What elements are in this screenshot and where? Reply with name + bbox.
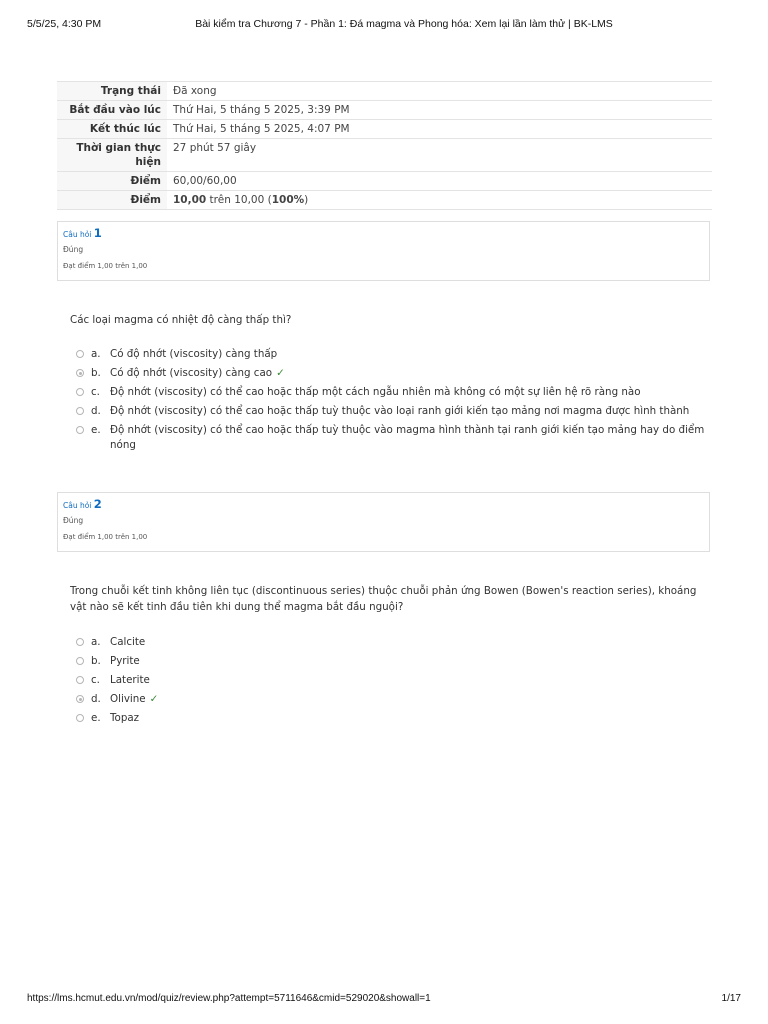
question-text-1: Các loại magma có nhiệt độ càng thấp thì? [70, 314, 292, 326]
print-page-title: Bài kiểm tra Chương 7 - Phần 1: Đá magma và Phong hóa: Xem lại lần làm thử | BK-LMS [195, 18, 613, 30]
radio-button-selected[interactable] [76, 369, 84, 377]
question-number [63, 226, 704, 242]
radio-button[interactable] [76, 638, 84, 646]
grade-percent: 100% [271, 194, 305, 206]
grade-score: 10,00 [173, 194, 207, 206]
summary-label: Kết thúc lúc [57, 120, 167, 139]
answer-letter: b. [91, 655, 101, 667]
answer-text: Topaz [110, 712, 140, 724]
answer-text: Laterite [110, 674, 150, 686]
summary-label: Trạng thái [57, 82, 167, 101]
question-number [63, 497, 704, 513]
answer-letter: e. [91, 424, 101, 436]
radio-button[interactable] [76, 388, 84, 396]
summary-value: Thứ Hai, 5 tháng 5 2025, 3:39 PM [173, 104, 350, 116]
answer-label: Có độ nhớt (viscosity) càng cao [110, 367, 273, 379]
radio-button[interactable] [76, 676, 84, 684]
summary-row [57, 172, 712, 191]
summary-row [57, 82, 712, 101]
answer-text: Pyrite [110, 655, 140, 667]
question-state: Đúng [63, 245, 84, 254]
answer-letter: d. [91, 693, 101, 705]
answer-option[interactable] [76, 347, 710, 362]
summary-value: 27 phút 57 giây [173, 142, 257, 154]
question-prefix: Câu hỏi [63, 230, 92, 239]
attempt-summary-table [57, 81, 712, 210]
answer-letter: a. [91, 348, 101, 360]
answer-text [110, 692, 710, 707]
question-prefix: Câu hỏi [63, 501, 92, 510]
answer-letter: d. [91, 405, 101, 417]
answer-option[interactable] [76, 366, 710, 381]
answer-option[interactable] [76, 673, 710, 688]
summary-value: 60,00/60,00 [173, 175, 237, 187]
radio-button[interactable] [76, 426, 84, 434]
question-text-2: Trong chuỗi kết tinh không liên tục (discontinuous series) thuộc chuỗi phản ứng Bowen (Bowen's reaction series), khoáng vật nào sẽ kết tinh đầu tiên khi dung thể magma bắt đầu nguội? [70, 585, 697, 613]
answer-letter: c. [91, 386, 100, 398]
answer-text [110, 366, 710, 381]
summary-value [167, 191, 712, 210]
answer-option[interactable] [76, 385, 710, 400]
grade-out-of: trên 10,00 ( [206, 194, 272, 206]
answer-label: Olivine [110, 693, 146, 705]
answer-option[interactable] [76, 404, 710, 419]
summary-value: Thứ Hai, 5 tháng 5 2025, 4:07 PM [173, 123, 350, 135]
radio-button[interactable] [76, 350, 84, 358]
answer-option[interactable] [76, 692, 710, 707]
answer-option[interactable] [76, 635, 710, 650]
summary-value: Đã xong [173, 85, 217, 97]
answer-letter: a. [91, 636, 101, 648]
answer-text: Độ nhớt (viscosity) có thể cao hoặc thấp tuỳ thuộc vào magma hình thành tại ranh giới kiến tạo mảng hay do điểm nóng [110, 424, 705, 451]
grade-close-paren: ) [304, 194, 309, 206]
print-page-number: 1/17 [721, 993, 741, 1004]
question-grade: Đạt điểm 1,00 trên 1,00 [63, 533, 148, 541]
radio-button[interactable] [76, 407, 84, 415]
print-url: https://lms.hcmut.edu.vn/mod/quiz/review.php?attempt=5711646&cmid=529020&showall=1 [27, 993, 431, 1004]
summary-row [57, 120, 712, 139]
answer-option[interactable] [76, 654, 710, 669]
question-number-value: 2 [93, 497, 102, 511]
summary-label: Thời gian thực hiện [57, 139, 167, 172]
answer-letter: e. [91, 712, 101, 724]
answer-option[interactable] [76, 711, 710, 726]
answer-option[interactable] [76, 423, 710, 453]
question-state: Đúng [63, 516, 84, 525]
answer-letter: c. [91, 674, 100, 686]
summary-row [57, 191, 712, 210]
answer-text: Có độ nhớt (viscosity) càng thấp [110, 348, 278, 360]
question-info-1 [57, 221, 710, 281]
summary-row [57, 101, 712, 120]
radio-button[interactable] [76, 657, 84, 665]
question-info-2 [57, 492, 710, 552]
answer-list-2 [76, 635, 710, 730]
answer-text: Độ nhớt (viscosity) có thể cao hoặc thấp tuỳ thuộc vào loại ranh giới kiến tạo mảng nơi magma được hình thành [110, 405, 690, 417]
question-number-value: 1 [93, 226, 102, 240]
answer-text: Độ nhớt (viscosity) có thể cao hoặc thấp một cách ngẫu nhiên mà không có một sự liên hệ rõ ràng nào [110, 386, 641, 398]
summary-label: Bắt đầu vào lúc [57, 101, 167, 120]
print-header [27, 18, 741, 32]
summary-label: Điểm [57, 191, 167, 210]
radio-button-selected[interactable] [76, 695, 84, 703]
answer-list-1 [76, 347, 710, 457]
correct-check-icon: ✓ [276, 367, 285, 379]
answer-text: Calcite [110, 636, 146, 648]
summary-label: Điểm [57, 172, 167, 191]
question-grade: Đạt điểm 1,00 trên 1,00 [63, 262, 148, 270]
print-timestamp: 5/5/25, 4:30 PM [27, 18, 102, 30]
print-footer [27, 993, 741, 1007]
radio-button[interactable] [76, 714, 84, 722]
answer-letter: b. [91, 367, 101, 379]
summary-row [57, 139, 712, 172]
correct-check-icon: ✓ [149, 693, 159, 705]
